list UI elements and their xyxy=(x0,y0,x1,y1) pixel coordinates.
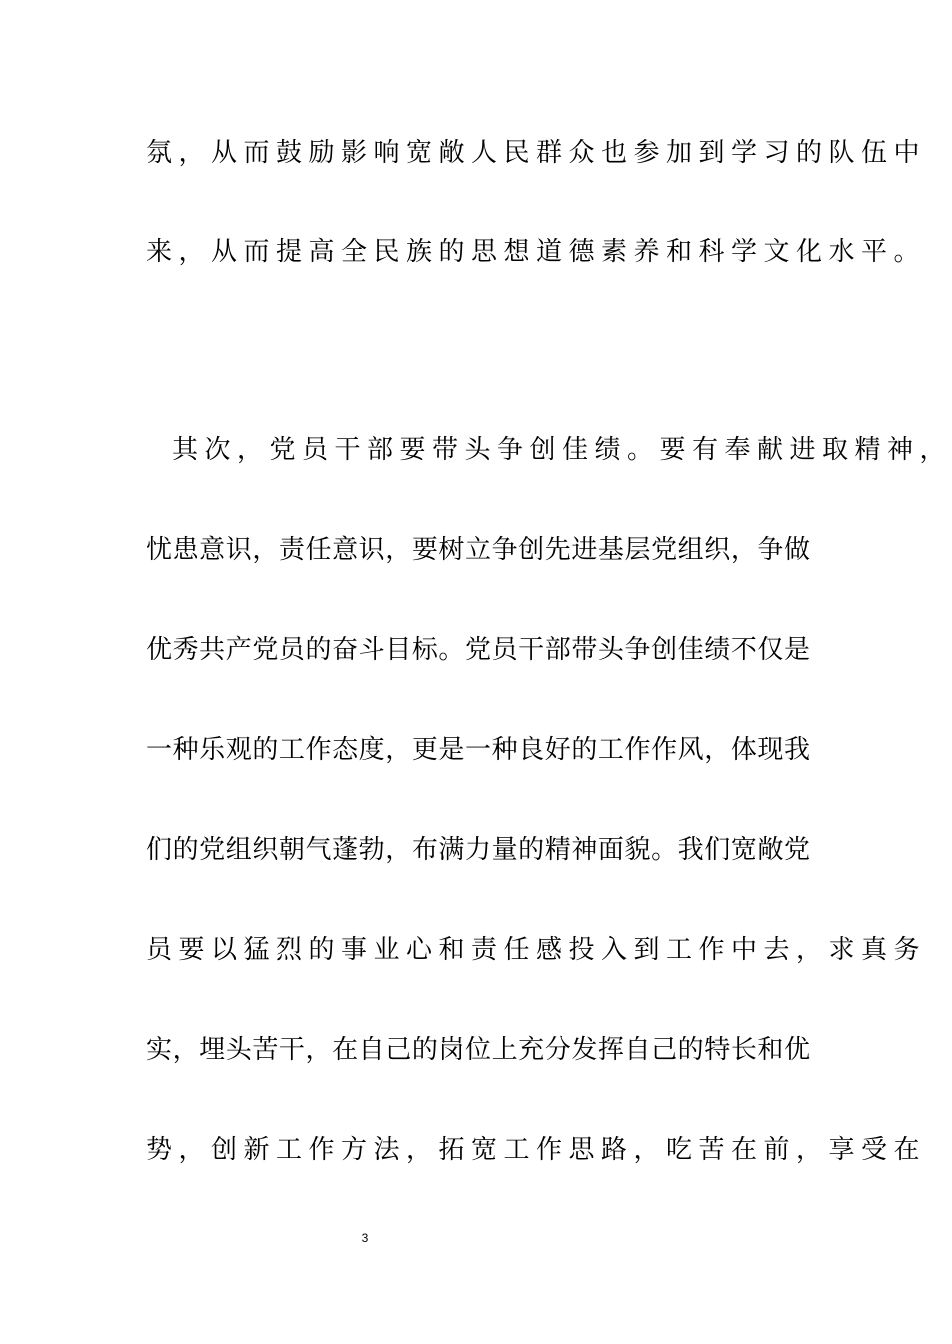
page-number: 3 xyxy=(361,1231,369,1245)
paragraph-line: 势，创新工作方法，拓宽工作思路，吃苦在前，享受在 xyxy=(146,1135,927,1165)
paragraph-line: 氛，从而鼓励影响宽敞人民群众也参加到学习的队伍中 xyxy=(146,138,927,168)
paragraph-line: 来，从而提高全民族的思想道德素养和科学文化水平。 xyxy=(146,237,927,267)
paragraph-line: 一种乐观的工作态度，更是一种良好的工作作风，体现我 xyxy=(146,735,810,765)
paragraph-line: 忧患意识，责任意识，要树立争创先进基层党组织，争做 xyxy=(146,535,810,565)
paragraph-line: 员要以猛烈的事业心和责任感投入到工作中去，求真务 xyxy=(146,935,927,965)
paragraph-line: 实，埋头苦干，在自己的岗位上充分发挥自己的特长和优 xyxy=(146,1035,810,1065)
paragraph-line: 优秀共产党员的奋斗目标。党员干部带头争创佳绩不仅是 xyxy=(146,635,810,665)
paragraph-line: 其次，党员干部要带头争创佳绩。要有奉献进取精神， xyxy=(172,435,952,465)
paragraph-line: 们的党组织朝气蓬勃，布满力量的精神面貌。我们宽敞党 xyxy=(146,835,810,865)
